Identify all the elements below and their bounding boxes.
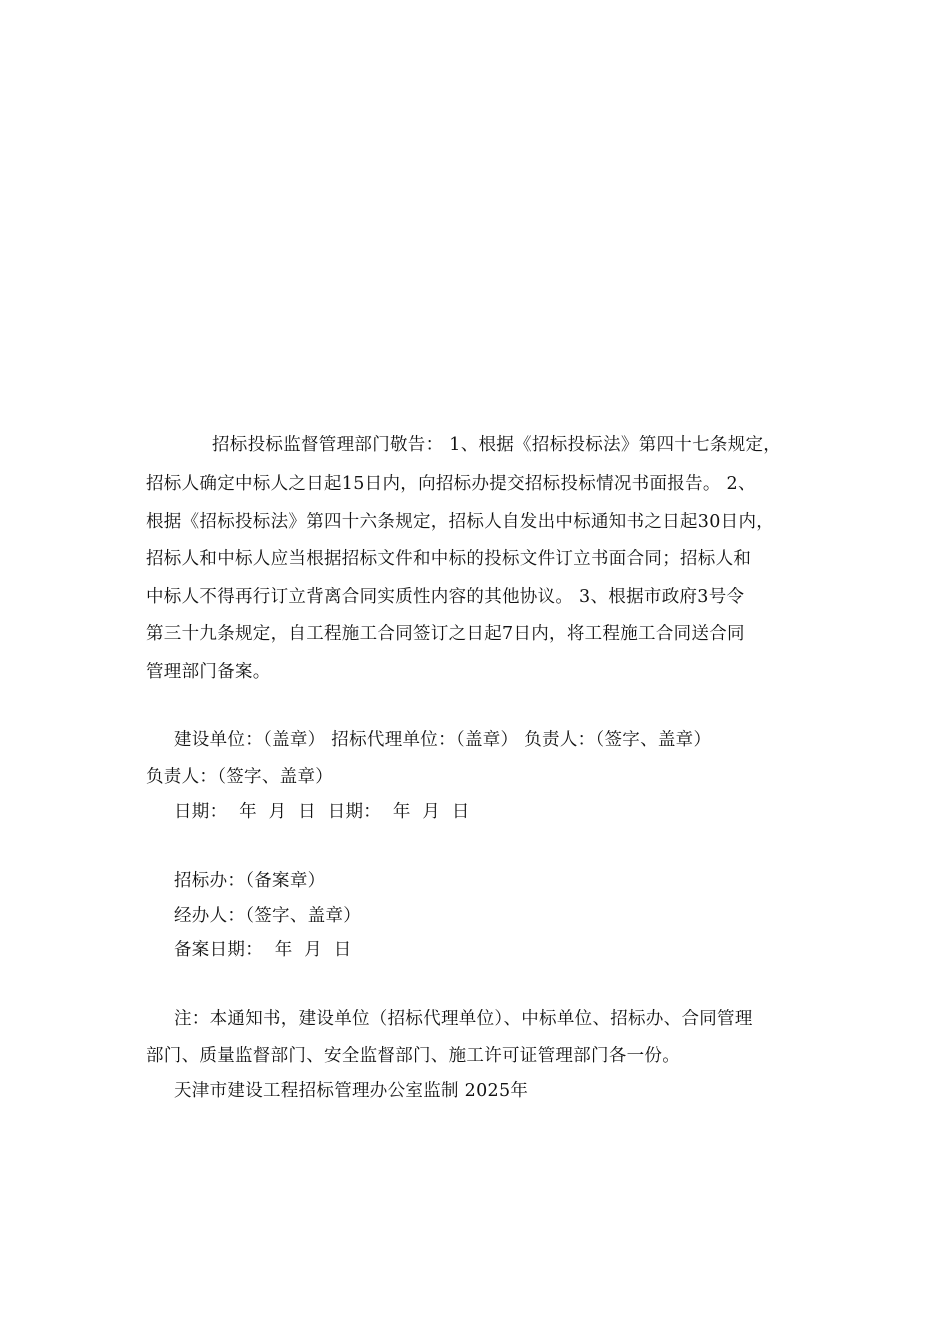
notice-line: 中标人不得再行订立背离合同实质性内容的其他协议。 3、根据市政府3号令 bbox=[146, 587, 745, 607]
notice-line: 招标人确定中标人之日起15日内，向招标办提交招标投标情况书面报告。 2、 bbox=[146, 474, 756, 494]
notice-line: 招标人和中标人应当根据招标文件和中标的投标文件订立书面合同；招标人和 bbox=[146, 549, 752, 569]
signature-date-line: 日期： 年 月 日 日期： 年 月 日 bbox=[174, 802, 470, 822]
note-line: 注：本通知书，建设单位（招标代理单位）、中标单位、招标办、合同管理 bbox=[174, 1009, 753, 1029]
signature-units-line: 建设单位：（盖章） 招标代理单位：（盖章） 负责人：（签字、盖章） bbox=[174, 730, 712, 750]
issuer-footer: 天津市建设工程招标管理办公室监制 2025年 bbox=[174, 1081, 529, 1101]
notice-line: 根据《招标投标法》第四十六条规定，招标人自发出中标通知书之日起30日内， bbox=[146, 512, 775, 532]
notice-line: 招标投标监督管理部门敬告： 1、根据《招标投标法》第四十七条规定， bbox=[212, 435, 782, 455]
notice-line: 管理部门备案。 bbox=[146, 662, 271, 682]
filing-date-line: 备案日期： 年 月 日 bbox=[174, 940, 352, 960]
notice-line: 第三十九条规定，自工程施工合同签订之日起7日内，将工程施工合同送合同 bbox=[146, 624, 745, 644]
handler-line: 经办人：（签字、盖章） bbox=[174, 906, 362, 926]
bidding-office-seal-line: 招标办：（备案章） bbox=[174, 871, 326, 891]
signature-responsible-line: 负责人：（签字、盖章） bbox=[146, 767, 334, 787]
note-line: 部门、质量监督部门、安全监督部门、施工许可证管理部门各一份。 bbox=[146, 1046, 680, 1066]
